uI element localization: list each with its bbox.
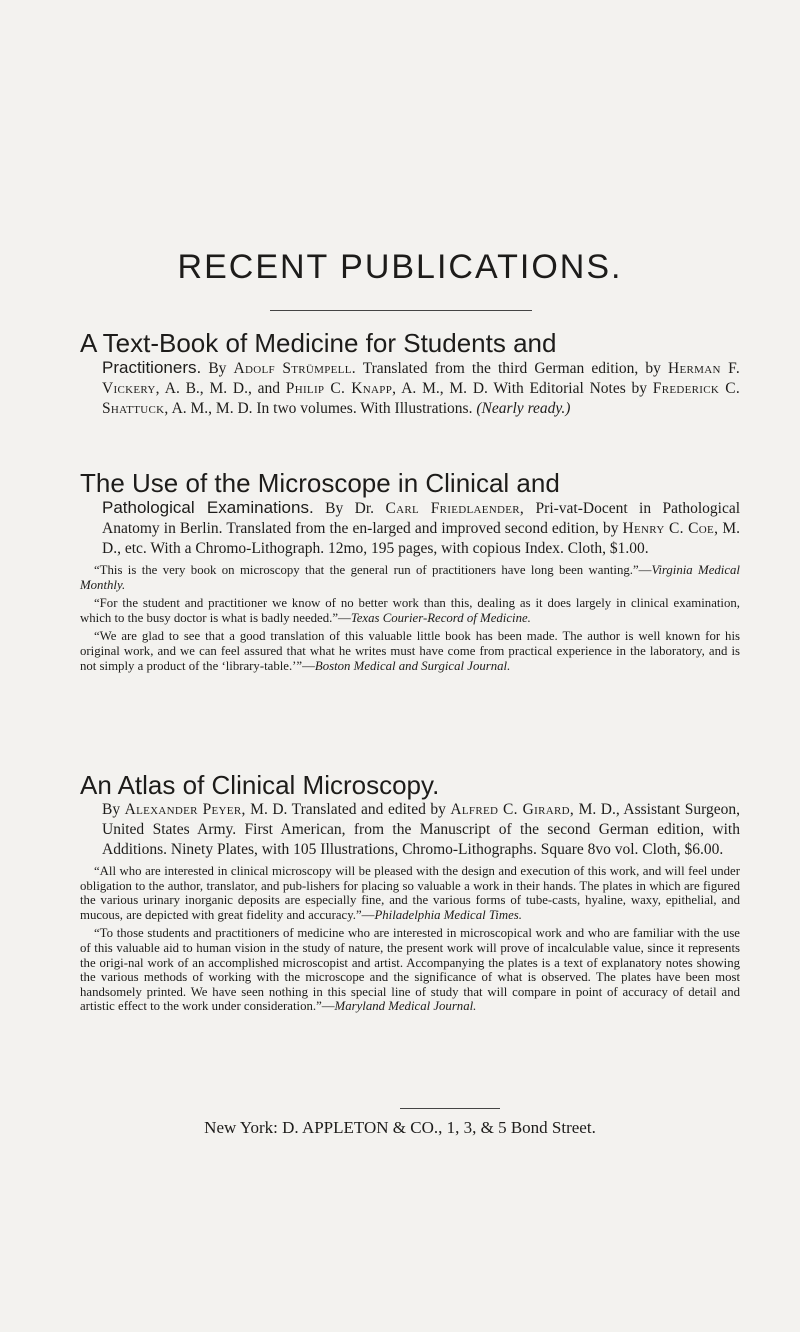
book-title: An Atlas of Clinical Microscopy. [80, 770, 440, 800]
publisher-imprint: New York: D. APPLETON & CO., 1, 3, & 5 Bond Street. [204, 1118, 596, 1137]
book-description: Practitioners. By Adolf Strümpell. Translated from the third German edition, by Herman F. Vickery, A. B., M. D., and Philip C. Knapp, A. M., M. D. With Editorial Notes by Frederick C. Shattuck, A. M., M. D. In two volumes. With Illustrations. (Nearly ready.) [102, 358, 741, 417]
book-description: By Alexander Peyer, M. D. Translated and edited by Alfred C. Girard, M. D., Assistant Surgeon, United States Army. First American, from the Manuscript of the second German edition, with Additions. Ninety Plates, with 105 Illustrations, Chromo-Lithographs. Square 8vo vol. Cloth, $6.00. [102, 801, 741, 858]
review-quote: “All who are interested in clinical microscopy will be pleased with the design and execution of this work, and will feel under obligation to the author, translator, and pub-lishers for placing so valuable a work in their hands. The plates in which are figured the various urinary inorganic deposits are especially fine, and the various forms of tube-casts, hyaline, waxy, epithelial, and mucous, are depicted with great fidelity and accuracy.”—Philadelphia Medical Times. [80, 864, 740, 922]
review-quote: “We are glad to see that a good translation of this valuable little book has been made. The author is well known for his original work, and we can feel assured that what he writes must have come from practical experience in the laboratory, and is not simply a product of the ‘library-table.’”—Boston Medical and Surgical Journal. [80, 629, 740, 673]
entry-use-of-microscope [80, 468, 740, 673]
book-description: Pathological Examinations. By Dr. Carl Friedlaender, Pri-vat-Docent in Pathological Anatomy in Berlin. Translated from the en-larged and improved second edition, by Henry C. Coe, M. D., etc. With a Chromo-Lithograph. 12mo, 195 pages, with copious Index. Cloth, $1.00. [102, 498, 741, 557]
review-quote: “To those students and practitioners of medicine who are interested in microscopical work and who are familiar with the use of this valuable aid to human vision in the study of nature, the present work will prove of incalculable value, since it represents the origi-nal work of an accomplished microscopist and artist. Accompanying the plates is a text of explanatory notes showing the various methods of working with the microscope and the significance of what is observed. The plates have been most handsomely printed. We have seen nothing in this special line of study that will compare in point of accuracy of detail and artistic effect to the work under consideration.”—Maryland Medical Journal. [80, 926, 740, 1014]
entry-atlas-of-clinical-microscopy [80, 770, 740, 1014]
book-title: The Use of the Microscope in Clinical and [80, 468, 560, 498]
page-title: RECENT PUBLICATIONS. [177, 248, 623, 286]
entry-text-book-of-medicine [80, 328, 740, 419]
bottom-rule [400, 1108, 500, 1109]
title-rule [270, 310, 532, 311]
review-quote: “For the student and practitioner we know of no better work than this, dealing as it does largely in clinical examination, which to the busy doctor is what is badly needed.”—Texas Courier-Record of Medicine. [80, 596, 740, 625]
book-title: A Text-Book of Medicine for Students and [80, 328, 557, 358]
review-quote: “This is the very book on microscopy that the general run of practitioners have long been wanting.”—Virginia Medical Monthly. [80, 563, 740, 592]
